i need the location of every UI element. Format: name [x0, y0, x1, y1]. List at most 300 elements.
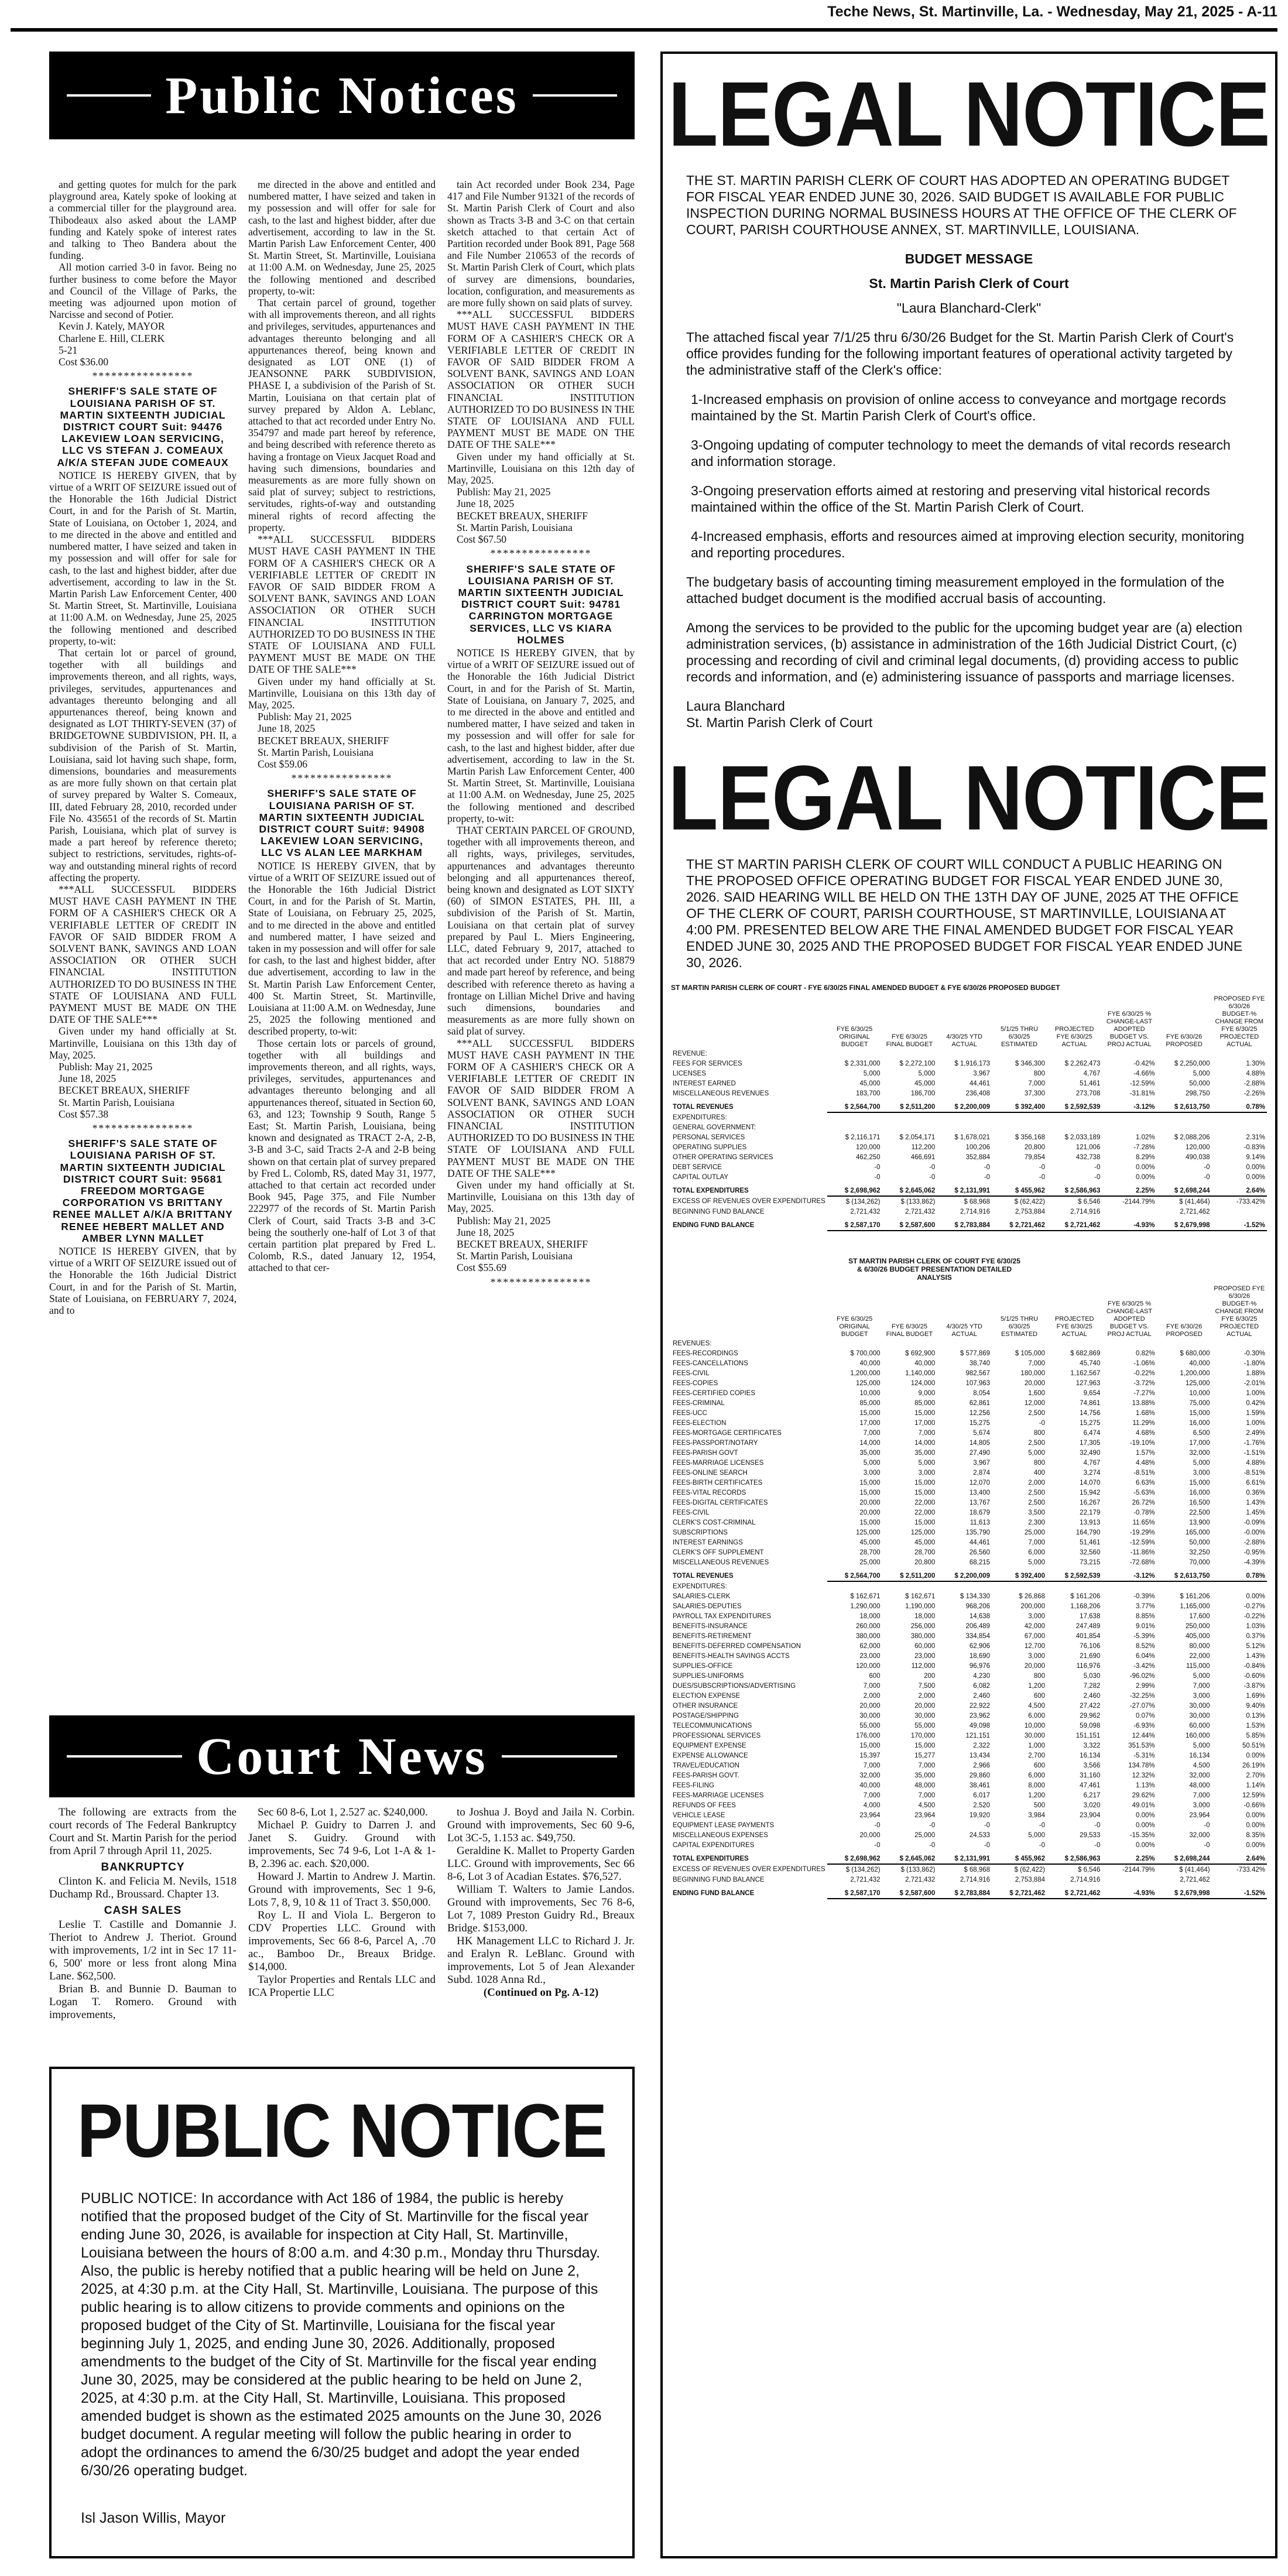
- public-notices-title: Public Notices: [165, 66, 519, 125]
- table-cell: 22,000: [914, 1509, 936, 1516]
- signature-title: St. Martin Parish Clerk of Court: [686, 715, 873, 730]
- table-row: [671, 1681, 1267, 1691]
- notice-paragraph: June 18, 2025: [457, 498, 515, 510]
- table-row: [671, 1721, 1267, 1731]
- table-row: [671, 1864, 1267, 1875]
- table-cell: 4.48%: [1136, 1459, 1155, 1467]
- table-cell: 23,000: [914, 1652, 936, 1660]
- table-cell: $ 2,679,998: [1157, 1885, 1212, 1899]
- table-cell: -0.84%: [1244, 1662, 1265, 1670]
- table-cell: -2.01%: [1244, 1379, 1265, 1387]
- table-cell: 206,489: [965, 1622, 991, 1630]
- table-cell: $ 2,783,884: [937, 1885, 992, 1899]
- table-cell: 7,282: [1083, 1682, 1101, 1690]
- table-cell: 17,600: [1189, 1612, 1210, 1620]
- column-header: FYE 6/30/25 FINAL BUDGET: [886, 1033, 933, 1048]
- table-cell: 18,690: [969, 1652, 991, 1660]
- court-column-3: [447, 1806, 635, 2064]
- table-cell: 2,753,884: [1015, 1208, 1045, 1215]
- table-cell: 2,500: [1028, 1439, 1045, 1447]
- table-cell: 800: [1033, 1672, 1045, 1680]
- table-cell: 29,962: [1080, 1712, 1101, 1719]
- table-cell: 24,533: [969, 1831, 991, 1839]
- notice-heading: SHERIFF'S SALE STATE OF LOUISIANA PARISH OF ST. MARTIN SIXTEENTH JUDICIAL DISTRICT COURT Suit#: 94908 LAKEVIEW LOAN SERVICING, LLC VS ALAN LEE MARKHAM: [259, 787, 425, 859]
- budget-feature-item: 1-Increased emphasis on provision of online access to conveyance and mortgage records maintained by the St. Martin Parish Clerk of Court's office.: [691, 392, 1227, 423]
- table-row: [671, 1162, 1267, 1172]
- notice-paragraph: St. Martin Parish, Louisiana: [457, 1250, 573, 1262]
- table-cell: 35,000: [914, 1449, 936, 1457]
- table-cell: 5,674: [973, 1429, 991, 1437]
- table-cell: 32,250: [1189, 1549, 1210, 1556]
- table-cell: -0: [1094, 1841, 1101, 1849]
- table-cell: 600: [1033, 1762, 1045, 1769]
- table-cell: 8.29%: [1136, 1153, 1155, 1161]
- table-cell: 32,000: [859, 1772, 881, 1779]
- table-cell: 6.61%: [1246, 1479, 1265, 1486]
- table-cell: 2,721,432: [850, 1876, 881, 1883]
- table-cell: 1.02%: [1136, 1133, 1155, 1141]
- court-column-1: [49, 1806, 237, 2064]
- notice-paragraph: ***ALL SUCCESSFUL BIDDERS MUST HAVE CASH PAYMENT IN THE FORM OF A CASHIER'S CHECK OR A VERIFIABLE LETTER OF CREDIT IN FAVOR OF SAID BIDDER FROM A SOLVENT BANK, SAVINGS AND LOAN ASSOCIATION OR OTHER SUCH FINANCIAL INSTITUTION AUTHORIZED TO DO BUSINESS IN THE STATE OF LOUISIANA AND FULL PAYMENT MUST BE MADE ON THE DATE OF THE SALE***: [248, 533, 436, 676]
- table-cell: 10,000: [1189, 1389, 1210, 1397]
- table-cell: POSTAGE/SHIPPING: [673, 1712, 739, 1719]
- column-header: FYE 6/30/26 PROPOSED: [1166, 1033, 1203, 1048]
- table-cell: -0: [984, 1841, 991, 1849]
- table-cell: 1.43%: [1246, 1652, 1265, 1660]
- table-cell: 165,000: [1186, 1529, 1210, 1536]
- table-cell: FEES-COPIES: [673, 1379, 718, 1387]
- column-header: PROJECTED FYE 6/30/25 ACTUAL: [1054, 1316, 1094, 1338]
- table-cell: $ 2,698,244: [1157, 1182, 1212, 1196]
- table-cell: [1102, 1207, 1156, 1217]
- table-cell: -3.87%: [1244, 1682, 1265, 1690]
- table-cell: $ 2,586,963: [1047, 1182, 1102, 1196]
- table-cell: 7,000: [1193, 1682, 1210, 1690]
- table-cell: 48,000: [914, 1782, 936, 1789]
- table-cell: $ 577,869: [960, 1349, 991, 1357]
- table-row: [671, 1751, 1267, 1760]
- table-cell: BEGINNING FUND BALANCE: [673, 1876, 765, 1883]
- table-cell: 2.25%: [1102, 1850, 1156, 1864]
- total-row: [671, 1850, 1267, 1864]
- table-cell: FEES FOR SERVICES: [673, 1060, 742, 1067]
- table-row: [671, 1691, 1267, 1701]
- public-notice-body: PUBLIC NOTICE: In accordance with Act 186 of 1984, the public is hereby notified that the proposed budget of the City of St. Martinville for the fiscal year ending June 30, 2026, is available for inspection at City Hall, St. Martinville, Louisiana between the hours of 8:00 a.m. and 4:30 p.m., Monday thru Thursday. Also, the public is hereby notified that a public hearing will be held on June 2, 2025, at 4:30 p.m. at the City Hall, St. Martinville, Louisiana. The purpose of this public hearing is to allow citizens to provide comments and opinions on the proposed budget of the City of St. Martinville, Louisiana for the fiscal year beginning July 1, 2025, and ending June 30, 2026. Additionally, proposed amendments to the budget of the City of St. Martinville for the fiscal year ending June 30, 2025, may be considered at the public hearing to be held on June 2, 2025, at 4:30 p.m. at the City Hall, St. Martinville, Louisiana. This proposed amended budget is shown as the estimated 2025 amounts on the June 30, 2026 budget document. A regular meeting will follow the public hearing in order to adopt the ordinances to amend the 6/30/25 budget and adopt the year ended 6/30/26 operating budget.: [81, 2190, 602, 2479]
- table-cell: 5,000: [1028, 1558, 1045, 1566]
- table-cell: -0.83%: [1244, 1143, 1265, 1151]
- notice-paragraph: Given under my hand officially at St. Martinville, Louisiana on this 13th day of May, 2025.: [248, 675, 436, 711]
- table-cell: TOTAL REVENUES: [673, 1573, 734, 1580]
- table-cell: 170,000: [910, 1732, 936, 1739]
- table-cell: 2,520: [973, 1801, 991, 1809]
- table-cell: $ 1,916,173: [954, 1060, 991, 1067]
- table-cell: 7,000: [918, 1762, 936, 1769]
- table-cell: 30,000: [914, 1712, 936, 1719]
- clerk-quote: "Laura Blanchard-Clerk": [896, 300, 1042, 316]
- table-cell: $ 392,400: [992, 1567, 1047, 1581]
- table-cell: 50,000: [1189, 1539, 1210, 1546]
- table-cell: 49,098: [969, 1722, 991, 1729]
- table-cell: 32,560: [1080, 1549, 1101, 1556]
- table-cell: FEES-ONLINE SEARCH: [673, 1469, 748, 1477]
- table-cell: 7,500: [918, 1682, 936, 1690]
- table-cell: 15,000: [859, 1519, 881, 1526]
- notice-paragraph: Brian B. and Bunnie D. Bauman to Logan T. Romero. Ground with improvements,: [49, 1983, 237, 2021]
- table-cell: $ 161,206: [1070, 1592, 1101, 1600]
- table-cell: -11.86%: [1130, 1549, 1155, 1556]
- table-cell: 47,461: [1080, 1782, 1101, 1789]
- table-cell: 23,964: [914, 1811, 936, 1819]
- table-cell: 15,397: [859, 1752, 881, 1759]
- table-cell: $ 2,592,539: [1047, 1098, 1102, 1112]
- table-cell: -0: [929, 1163, 936, 1171]
- table-row: [671, 1527, 1267, 1537]
- table-cell: 7,000: [1193, 1791, 1210, 1799]
- table-cell: -0.95%: [1244, 1549, 1265, 1556]
- notice-paragraph: NOTICE IS HEREBY GIVEN, that by virtue of a WRIT OF SEIZURE issued out of the Honorable the 16th Judicial District Court, in and for the Parish of St. Martin, State of Louisiana, on February 25, 2025, and to me directed in the above and entitled and numbered matter, I have seized and taken in my possession and will offer for sale for cash, to the last and highest bidder, after due advertisement, according to law in the St. Martin Parish Law Enforcement Center, 400 St. Martin Street, St. Martinville, Louisiana at 11:00 A.M. on Wednesday, June 25, 2025 the following mentioned and described property, to-wit:: [248, 859, 436, 1037]
- table-cell: EQUIPMENT LEASE PAYMENTS: [673, 1821, 775, 1829]
- table-cell: 79,854: [1024, 1153, 1045, 1161]
- table-cell: SUPPLIES-OFFICE: [673, 1662, 733, 1670]
- table-cell: 3.77%: [1136, 1602, 1155, 1610]
- table-cell: 2,000: [863, 1692, 881, 1700]
- table-cell: 2,000: [918, 1692, 936, 1700]
- table-row: [671, 1875, 1267, 1885]
- table-cell: 2,460: [1083, 1692, 1101, 1700]
- table-cell: 982,567: [965, 1369, 991, 1377]
- table-cell: 44,461: [969, 1080, 991, 1087]
- table-cell: $ 2,698,244: [1157, 1850, 1212, 1864]
- table-cell: -7.27%: [1133, 1389, 1155, 1397]
- table-cell: MISCELLANEOUS REVENUES: [673, 1090, 769, 1097]
- table-cell: 125,000: [910, 1529, 936, 1536]
- table-cell: BEGINNING FUND BALANCE: [673, 1208, 765, 1215]
- table-cell: -6.93%: [1133, 1722, 1155, 1729]
- notice-paragraph: St. Martin Parish, Louisiana: [457, 521, 573, 533]
- table-cell: -3.42%: [1133, 1662, 1155, 1670]
- table-cell: -0.39%: [1133, 1592, 1155, 1600]
- budget-para-1: The attached fiscal year 7/1/25 thru 6/30/26 Budget for the St. Martin Parish Clerk of Court's office provides funding for the following important features of operational activity targeted by the administrative staff of the Clerk's office:: [686, 330, 1234, 378]
- table-cell: 160,000: [1186, 1732, 1210, 1739]
- table-cell: 0.00%: [1136, 1173, 1155, 1181]
- table-row: [671, 1358, 1267, 1368]
- table-cell: 2.64%: [1212, 1850, 1267, 1864]
- table-cell: 120,000: [1186, 1143, 1210, 1151]
- table-cell: VEHICLE LEASE: [673, 1811, 725, 1819]
- table-cell: PAYROLL TAX EXPENDITURES: [673, 1612, 772, 1620]
- table-cell: -0: [929, 1173, 936, 1181]
- table-cell: 5,000: [1193, 1070, 1210, 1077]
- table-cell: 124,000: [910, 1379, 936, 1387]
- table-cell: 125,000: [855, 1379, 881, 1387]
- table-cell: 380,000: [855, 1632, 881, 1640]
- table-cell: -31.81%: [1129, 1090, 1155, 1097]
- table-cell: 26.72%: [1132, 1499, 1155, 1506]
- table-cell: 5,000: [918, 1459, 936, 1467]
- table-cell: DEBT SERVICE: [673, 1163, 722, 1171]
- table-cell: -0: [1204, 1173, 1210, 1181]
- table-row: [671, 1378, 1267, 1388]
- table-row: [671, 1661, 1267, 1671]
- table-cell: 2,714,916: [1070, 1208, 1101, 1215]
- table-cell: 3,000: [863, 1469, 881, 1477]
- table-cell: 14,756: [1080, 1409, 1101, 1417]
- table-cell: 1.03%: [1246, 1622, 1265, 1630]
- table-cell: 4,767: [1083, 1459, 1101, 1467]
- table-cell: $ 2,587,170: [827, 1217, 882, 1231]
- budget-feature-item: 4-Increased emphasis, efforts and resources aimed at improving election security, monitoring and reporting procedures.: [691, 529, 1245, 560]
- table-cell: 2,714,916: [960, 1876, 991, 1883]
- table-cell: 96,976: [969, 1662, 991, 1670]
- table-cell: 151,151: [1075, 1732, 1101, 1739]
- table-cell: 405,000: [1186, 1632, 1210, 1640]
- table-cell: -4.66%: [1133, 1070, 1155, 1077]
- table-row: [671, 1641, 1267, 1651]
- table-cell: 8.35%: [1246, 1831, 1265, 1839]
- table-cell: $ 6,546: [1077, 1198, 1101, 1205]
- table-cell: 13,767: [969, 1499, 991, 1506]
- table-row: [671, 1088, 1267, 1098]
- table-cell: FEES-CIVIL: [673, 1509, 710, 1516]
- table-cell: 1.68%: [1136, 1409, 1155, 1417]
- table-cell: 2.99%: [1136, 1682, 1155, 1690]
- table-cell: 15,000: [859, 1742, 881, 1749]
- column-header: 5/1/25 THRU 6/30/25 ESTIMATED: [1001, 1026, 1039, 1048]
- table-cell: 1,165,000: [1180, 1602, 1210, 1610]
- table-row: [671, 1059, 1267, 1068]
- table-cell: 20,000: [914, 1702, 936, 1710]
- table-cell: $ 455,962: [992, 1850, 1047, 1864]
- table-cell: $ 2,131,991: [937, 1850, 992, 1864]
- table-cell: 30,000: [1024, 1732, 1045, 1739]
- table-cell: $ 2,679,998: [1157, 1217, 1212, 1231]
- table-cell: 31,160: [1080, 1772, 1101, 1779]
- table-cell: 7,000: [863, 1791, 881, 1799]
- table-cell: EXPENDITURES:: [673, 1582, 727, 1590]
- table-cell: 800: [1033, 1459, 1045, 1467]
- notice-paragraph: June 18, 2025: [59, 1073, 117, 1085]
- table-cell: 13,913: [1080, 1519, 1101, 1526]
- court-news-title: Court News: [196, 1727, 488, 1786]
- table-cell: 0.00%: [1246, 1821, 1265, 1829]
- continued-note: (Continued on Pg. A-12): [483, 1986, 599, 1999]
- table-cell: 60,000: [1189, 1722, 1210, 1729]
- table-cell: -0: [929, 1841, 936, 1849]
- table-cell: $ 2,250,000: [1174, 1060, 1210, 1067]
- table-cell: -0: [874, 1173, 881, 1181]
- column-header: [671, 995, 827, 1049]
- public-notices-banner: [49, 52, 635, 139]
- table-cell: -0: [1094, 1163, 1101, 1171]
- table-cell: 26,560: [969, 1549, 991, 1556]
- table-cell: $ 2,698,962: [827, 1850, 882, 1864]
- table-cell: 32,000: [1189, 1449, 1210, 1457]
- schedule-1-table: [671, 995, 1267, 1231]
- column-header: PROPOSED FYE 6/30/26 BUDGET-% CHANGE FROM FYE 6/30/25 PROJECTED ACTUAL: [1214, 995, 1265, 1048]
- table-cell: -5.39%: [1133, 1632, 1155, 1640]
- column-header: [671, 1285, 827, 1338]
- table-cell: -12.59%: [1129, 1539, 1155, 1546]
- table-cell: 17,000: [859, 1419, 881, 1427]
- table-cell: -0: [1094, 1173, 1101, 1181]
- table-cell: 32,000: [1189, 1831, 1210, 1839]
- table-cell: -5.31%: [1133, 1752, 1155, 1759]
- budget-features-list: [691, 391, 1252, 561]
- table-cell: -0: [929, 1821, 936, 1829]
- table-cell: -4.93%: [1102, 1217, 1156, 1231]
- table-cell: 15,277: [914, 1752, 936, 1759]
- table-cell: -1.80%: [1244, 1359, 1265, 1367]
- table-cell: SUPPLIES-UNIFORMS: [673, 1672, 744, 1680]
- table-cell: 3,500: [1028, 1509, 1045, 1516]
- table-cell: 260,000: [855, 1622, 881, 1630]
- column-header: FYE 6/30/25 % CHANGE-LAST ADOPTED BUDGET VS. PROJ ACTUAL: [1106, 1300, 1153, 1338]
- table-row: [671, 1196, 1267, 1207]
- table-cell: FEES-PARISH GOVT: [673, 1449, 738, 1457]
- notice-paragraph: Given under my hand officially at St. Martinville, Louisiana on this 13th day of May, 2025.: [49, 1025, 237, 1061]
- table-cell: EXPENSE ALLOWANCE: [673, 1752, 748, 1759]
- table-cell: $ 455,962: [992, 1182, 1047, 1196]
- table-cell: $ 2,586,963: [1047, 1850, 1102, 1864]
- table-cell: 51,461: [1080, 1539, 1101, 1546]
- column-header: FYE 6/30/25 ORIGINAL BUDGET: [837, 1026, 873, 1048]
- table-cell: 4,500: [1028, 1702, 1045, 1710]
- table-row: [671, 1631, 1267, 1641]
- table-cell: 3,000: [1193, 1692, 1210, 1700]
- table-cell: $ 2,033,189: [1064, 1133, 1101, 1141]
- table-row: [671, 1418, 1267, 1428]
- signature-name: Laura Blanchard: [686, 698, 785, 714]
- notice-paragraph: Leslie T. Castille and Domannie J. Theriot to Andrew J. Theriot. Ground with improvements, 1/2 int in Sec 17 11-6, 500' more or less front along Mina Lane. $62,500.: [49, 1919, 237, 1982]
- notice-paragraph: St. Martin Parish, Louisiana: [258, 746, 374, 758]
- table-cell: 121,151: [965, 1732, 991, 1739]
- table-cell: 1.00%: [1246, 1389, 1265, 1397]
- column-header: FYE 6/30/26 PROPOSED: [1166, 1323, 1203, 1338]
- table-cell: 247,489: [1075, 1622, 1101, 1630]
- table-cell: 6.63%: [1136, 1479, 1155, 1486]
- table-row: [671, 1152, 1267, 1162]
- table-cell: REFUNDS OF FEES: [673, 1801, 736, 1809]
- table-cell: $ 680,000: [1180, 1349, 1210, 1357]
- table-cell: 800: [1033, 1070, 1045, 1077]
- notice-column-2: [248, 179, 436, 1707]
- table-cell: $ (62,422): [1014, 1866, 1045, 1873]
- total-row: [671, 1567, 1267, 1581]
- table-cell: 22,922: [969, 1702, 991, 1710]
- table-cell: -0: [1039, 1821, 1045, 1829]
- table-row: [671, 1488, 1267, 1498]
- table-cell: 20,000: [1024, 1379, 1045, 1387]
- budget-para-2: The budgetary basis of accounting timing measurement employed in the formulation of the attached budget document is the modified accrual basis of accounting.: [686, 574, 1225, 606]
- table-cell: 62,861: [969, 1399, 991, 1407]
- table-cell: 12.32%: [1132, 1772, 1155, 1779]
- table-cell: 7,000: [918, 1429, 936, 1437]
- table-cell: 3,967: [973, 1459, 991, 1467]
- table-cell: 5,000: [1193, 1742, 1210, 1749]
- notice-paragraph: NOTICE IS HEREBY GIVEN, that by virtue of a WRIT OF SEIZURE issued out of the Honorable the 16th Judicial District Court, in and for the Parish of St. Martin, State of Louisiana, on January 7, 2025, and to me directed in the above and entitled and numbered matter, I have seized and taken in my possession and will offer for sale for cash, to the last and highest bidder, after due advertisement, according to law in the St. Martin Parish Law Enforcement Center, 400 St. Martin Street, St. Martinville, Louisiana at 11:00 A.M. on Wednesday, June 25, 2025 the following mentioned and described property, to-wit:: [447, 646, 635, 824]
- table-cell: 334,854: [965, 1632, 991, 1640]
- table-row: [671, 1770, 1267, 1780]
- table-cell: 67,000: [1024, 1632, 1045, 1640]
- table-row: [671, 1810, 1267, 1820]
- table-cell: CLERK'S OFF SUPPLEMENT: [673, 1549, 764, 1556]
- table-cell: 273,708: [1075, 1090, 1101, 1097]
- table-cell: 8.85%: [1136, 1612, 1155, 1620]
- table-cell: 75,000: [1189, 1399, 1210, 1407]
- table-cell: $ 134,330: [960, 1592, 991, 1600]
- table-cell: ENDING FUND BALANCE: [673, 1890, 755, 1897]
- table-cell: 0.00%: [1246, 1811, 1265, 1819]
- section-row: [671, 1581, 1267, 1591]
- table-cell: -3.12%: [1102, 1567, 1156, 1581]
- table-cell: 15,000: [859, 1409, 881, 1417]
- table-cell: 1.43%: [1246, 1499, 1265, 1506]
- table-cell: 3,322: [1083, 1742, 1101, 1749]
- table-cell: 80,000: [1189, 1642, 1210, 1650]
- table-cell: $ 2,272,100: [899, 1060, 936, 1067]
- section-row: [671, 1338, 1267, 1348]
- table-header-row: [671, 1285, 1267, 1338]
- legal-notice-box: [660, 52, 1277, 2558]
- table-cell: 22,000: [1189, 1652, 1210, 1660]
- table-cell: $ 2,613,750: [1157, 1098, 1212, 1112]
- page-header: Teche News, St. Martinville, La. - Wednesday, May 21, 2025 - A-11: [827, 4, 1277, 20]
- table-cell: -2.26%: [1244, 1090, 1265, 1097]
- table-cell: 15,942: [1080, 1489, 1101, 1496]
- table-row: [671, 1790, 1267, 1800]
- table-row: [671, 1408, 1267, 1418]
- table-cell: $ 2,200,009: [937, 1567, 992, 1581]
- table-cell: 5,000: [863, 1070, 881, 1077]
- notice-paragraph: ***ALL SUCCESSFUL BIDDERS MUST HAVE CASH PAYMENT IN THE FORM OF A CASHIER'S CHECK OR A VERIFIABLE LETTER OF CREDIT IN FAVOR OF SAID BIDDER FROM A SOLVENT BANK, SAVINGS AND LOAN ASSOCIATION OR OTHER SUCH FINANCIAL INSTITUTION AUTHORIZED TO DO BUSINESS IN THE STATE OF LOUISIANA AND FULL PAYMENT MUST BE MADE ON THE DATE OF THE SALE***: [447, 309, 635, 451]
- column-header: FYE 6/30/25 FINAL BUDGET: [886, 1323, 933, 1338]
- table-cell: $ (133,862): [900, 1198, 936, 1205]
- table-cell: 49.01%: [1132, 1801, 1155, 1809]
- court-news-banner: [49, 1715, 635, 1797]
- table-cell: $ 6,546: [1077, 1866, 1101, 1873]
- table-cell: $ (134,262): [845, 1198, 881, 1205]
- table-row: [671, 1478, 1267, 1488]
- table-cell: -0.00%: [1244, 1529, 1265, 1536]
- legal-notice-title-1: LEGAL NOTICE: [668, 62, 1270, 166]
- table-cell: 7,000: [863, 1429, 881, 1437]
- table-cell: 20,000: [859, 1702, 881, 1710]
- table-cell: 0.78%: [1212, 1098, 1267, 1112]
- table-cell: -0.78%: [1133, 1509, 1155, 1516]
- table-cell: -0: [1204, 1163, 1210, 1171]
- notice-separator: ****************: [490, 1276, 592, 1288]
- table-cell: 351.53%: [1128, 1742, 1155, 1749]
- table-cell: -1.51%: [1244, 1449, 1265, 1457]
- table-cell: $ 392,400: [992, 1098, 1047, 1112]
- table-cell: FEES-CIVIL: [673, 1369, 710, 1377]
- table-cell: 38,740: [969, 1359, 991, 1367]
- table-row: [671, 1388, 1267, 1398]
- table-cell: 112,200: [911, 1143, 936, 1151]
- table-cell: $ 162,671: [905, 1592, 936, 1600]
- table-cell: 68,215: [969, 1558, 991, 1566]
- notice-heading: SHERIFF'S SALE STATE OF LOUISIANA PARISH OF ST. MARTIN SIXTEENTH JUDICIAL DISTRICT COURT Suit: 94476 LAKEVIEW LOAN SERVICING, LLC VS STEFAN J. COMEAUX A/K/A STEFAN JUDE COMEAUX: [57, 385, 229, 468]
- table-cell: 135,790: [965, 1529, 991, 1536]
- table-cell: 968,206: [965, 1602, 991, 1610]
- table-row: [671, 1591, 1267, 1601]
- table-cell: 18,000: [914, 1612, 936, 1620]
- table-cell: 401,854: [1075, 1632, 1101, 1640]
- table-cell: 127,963: [1075, 1379, 1101, 1387]
- table-cell: FEES-MARRIAGE LICENSES: [673, 1459, 764, 1467]
- table-cell: 22,179: [1080, 1509, 1101, 1516]
- notice-paragraph: The following are extracts from the court records of The Federal Bankruptcy Court and St. Martin Parish for the period from April 7 through April 11, 2025.: [49, 1806, 237, 1857]
